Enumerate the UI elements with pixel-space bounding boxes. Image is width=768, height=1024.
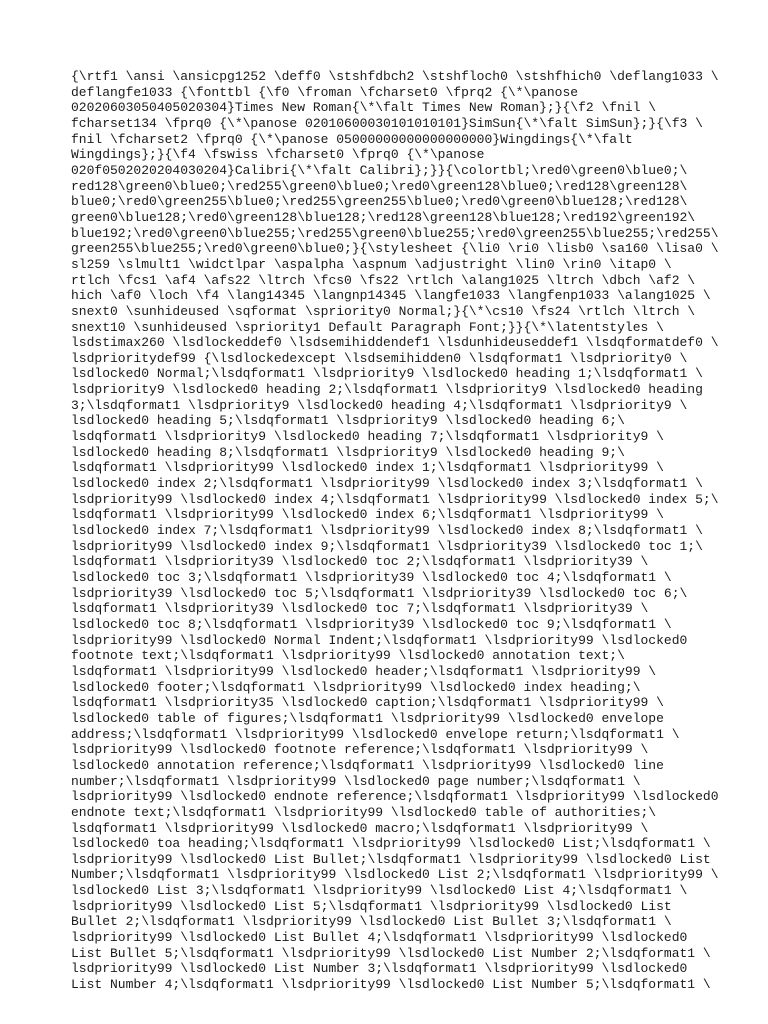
text-line: number;\lsdqformat1 \lsdpriority99 \lsdlocked0 page number;\lsdqformat1 \ — [71, 773, 641, 789]
text-line: List Number 4;\lsdqformat1 \lsdpriority99 \lsdlocked0 List Number 5;\lsdqformat1 \ — [71, 977, 711, 993]
text-line: fcharset134 \fprq0 {\*\panose 02010600030101010101}SimSun{\*\falt SimSun};}{\f3 \ — [71, 115, 703, 131]
text-line: lsdqformat1 \lsdpriority9 \lsdlocked0 heading 7;\lsdqformat1 \lsdpriority9 \ — [71, 429, 664, 445]
text-line: lsdqformat1 \lsdpriority99 \lsdlocked0 index 1;\lsdqformat1 \lsdpriority99 \ — [71, 460, 664, 476]
text-line: lsdpriority99 \lsdlocked0 endnote reference;\lsdqformat1 \lsdpriority99 \lsdlocked0 — [71, 789, 719, 805]
text-line: Wingdings};}{\f4 \fswiss \fcharset0 \fprq0 {\*\panose — [71, 147, 485, 163]
text-line: lsdqformat1 \lsdpriority99 \lsdlocked0 macro;\lsdqformat1 \lsdpriority99 \ — [71, 820, 649, 836]
text-line: lsdpriority99 \lsdlocked0 index 9;\lsdqformat1 \lsdpriority39 \lsdlocked0 toc 1;\ — [71, 538, 703, 554]
text-line: lsdlocked0 toc 8;\lsdqformat1 \lsdpriority39 \lsdlocked0 toc 9;\lsdqformat1 \ — [71, 616, 672, 632]
text-line: lsdpriority99 \lsdlocked0 index 4;\lsdqformat1 \lsdpriority99 \lsdlocked0 index 5;\ — [71, 491, 719, 507]
text-line: deflangfe1033 {\fonttbl {\f0 \froman \fcharset0 \fprq2 {\*\panose — [71, 84, 579, 100]
text-line: lsdqformat1 \lsdpriority99 \lsdlocked0 index 6;\lsdqformat1 \lsdpriority99 \ — [71, 507, 664, 523]
text-line: lsdlocked0 footer;\lsdqformat1 \lsdpriority99 \lsdlocked0 index heading;\ — [71, 679, 641, 695]
text-line: lsdqformat1 \lsdpriority39 \lsdlocked0 toc 2;\lsdqformat1 \lsdpriority39 \ — [71, 554, 649, 570]
text-line: lsdqformat1 \lsdpriority39 \lsdlocked0 toc 7;\lsdqformat1 \lsdpriority39 \ — [71, 601, 649, 617]
text-line: rtlch \fcs1 \af4 \afs22 \ltrch \fcs0 \fs22 \rtlch \alang1025 \ltrch \dbch \af2 \ — [71, 272, 696, 288]
text-line: lsdpriority99 \lsdlocked0 footnote reference;\lsdqformat1 \lsdpriority99 \ — [71, 742, 649, 758]
text-line: lsdlocked0 index 7;\lsdqformat1 \lsdpriority99 \lsdlocked0 index 8;\lsdqformat1 \ — [71, 523, 703, 539]
text-line: lsdqformat1 \lsdpriority99 \lsdlocked0 header;\lsdqformat1 \lsdpriority99 \ — [71, 663, 657, 679]
text-line: 3;\lsdqformat1 \lsdpriority9 \lsdlocked0 heading 4;\lsdqformat1 \lsdpriority9 \ — [71, 397, 688, 413]
text-line: lsdqformat1 \lsdpriority35 \lsdlocked0 caption;\lsdqformat1 \lsdpriority99 \ — [71, 695, 664, 711]
text-line: blue192;\red0\green0\blue255;\red255\green0\blue255;\red0\green255\blue255;\red255\ — [71, 225, 719, 241]
text-line: List Bullet 5;\lsdqformat1 \lsdpriority99 \lsdlocked0 List Number 2;\lsdqformat1 \ — [71, 945, 711, 961]
text-line: Number;\lsdqformat1 \lsdpriority99 \lsdlocked0 List 2;\lsdqformat1 \lsdpriority99 \ — [71, 867, 719, 883]
text-line: hich \af0 \loch \f4 \lang14345 \langnp14345 \langfe1033 \langfenp1033 \alang1025 \ — [71, 288, 711, 304]
text-line: lsdstimax260 \lsdlockeddef0 \lsdsemihiddendef1 \lsdunhideuseddef1 \lsdqformatdef0 \ — [71, 335, 719, 351]
text-line: 020f0502020204030204}Calibri{\*\falt Calibri};}}{\colortbl;\red0\green0\blue0;\ — [71, 162, 688, 178]
text-line: lsdpriority99 \lsdlocked0 List 5;\lsdqformat1 \lsdpriority99 \lsdlocked0 List — [71, 898, 672, 914]
text-line: lsdpriority99 \lsdlocked0 List Bullet 4;\lsdqformat1 \lsdpriority99 \lsdlocked0 — [71, 930, 688, 946]
text-line: lsdpriority99 \lsdlocked0 List Bullet;\lsdqformat1 \lsdpriority99 \lsdlocked0 List — [71, 851, 711, 867]
text-line: lsdlocked0 List 3;\lsdqformat1 \lsdpriority99 \lsdlocked0 List 4;\lsdqformat1 \ — [71, 883, 688, 899]
text-line: lsdlocked0 toa heading;\lsdqformat1 \lsdpriority99 \lsdlocked0 List;\lsdqformat1 \ — [71, 836, 711, 852]
text-line: endnote text;\lsdqformat1 \lsdpriority99 \lsdlocked0 table of authorities;\ — [71, 804, 657, 820]
text-line: snext0 \sunhideused \sqformat \spriority0 Normal;}{\*\cs10 \fs24 \rtlch \ltrch \ — [71, 303, 696, 319]
text-line: {\rtf1 \ansi \ansicpg1252 \deff0 \stshfdbch2 \stshfloch0 \stshfhich0 \deflang1033 \ — [71, 69, 719, 84]
text-line: lsdlocked0 annotation reference;\lsdqformat1 \lsdpriority99 \lsdlocked0 line — [71, 757, 664, 773]
text-line: lsdpriority99 \lsdlocked0 List Number 3;\lsdqformat1 \lsdpriority99 \lsdlocked0 — [71, 961, 688, 977]
text-line: snext10 \sunhideused \spriority1 Default Paragraph Font;}}{\*\latentstyles \ — [71, 319, 664, 335]
text-line: lsdpriority99 \lsdlocked0 Normal Indent;\lsdqformat1 \lsdpriority99 \lsdlocked0 — [71, 632, 688, 648]
rtf-source-text — [71, 69, 719, 993]
text-line: lsdlocked0 heading 5;\lsdqformat1 \lsdpriority9 \lsdlocked0 heading 6;\ — [71, 413, 625, 429]
text-line: red128\green0\blue0;\red255\green0\blue0;\red0\green128\blue0;\red128\green128\ — [71, 178, 688, 194]
text-line: lsdprioritydef99 {\lsdlockedexcept \lsdsemihidden0 \lsdqformat1 \lsdpriority0 \ — [71, 350, 688, 366]
text-line: lsdlocked0 table of figures;\lsdqformat1 \lsdpriority99 \lsdlocked0 envelope — [71, 710, 664, 726]
text-line: blue0;\red0\green255\blue0;\red255\green255\blue0;\red0\green0\blue128;\red128\ — [71, 194, 688, 210]
text-line: lsdlocked0 toc 3;\lsdqformat1 \lsdpriority39 \lsdlocked0 toc 4;\lsdqformat1 \ — [71, 570, 672, 585]
text-line: green255\blue255;\red0\green0\blue0;}{\stylesheet {\li0 \ri0 \lisb0 \sa160 \lisa0 \ — [71, 241, 719, 257]
text-line: 02020603050405020304}Times New Roman{\*\falt Times New Roman};}{\f2 \fnil \ — [71, 100, 657, 116]
text-line: fnil \fcharset2 \fprq0 {\*\panose 05000000000000000000}Wingdings{\*\falt — [71, 131, 633, 147]
text-line: sl259 \slmult1 \widctlpar \aspalpha \aspnum \adjustright \lin0 \rin0 \itap0 \ — [71, 256, 672, 272]
text-line: lsdlocked0 heading 8;\lsdqformat1 \lsdpriority9 \lsdlocked0 heading 9;\ — [71, 444, 625, 460]
text-line: footnote text;\lsdqformat1 \lsdpriority99 \lsdlocked0 annotation text;\ — [71, 648, 625, 664]
text-line: lsdpriority39 \lsdlocked0 toc 5;\lsdqformat1 \lsdpriority39 \lsdlocked0 toc 6;\ — [71, 585, 688, 601]
text-line: address;\lsdqformat1 \lsdpriority99 \lsdlocked0 envelope return;\lsdqformat1 \ — [71, 726, 680, 742]
text-line: lsdpriority9 \lsdlocked0 heading 2;\lsdqformat1 \lsdpriority9 \lsdlocked0 heading — [71, 382, 703, 398]
text-line: green0\blue128;\red0\green128\blue128;\red128\green128\blue128;\red192\green192\ — [71, 209, 696, 225]
text-line: Bullet 2;\lsdqformat1 \lsdpriority99 \lsdlocked0 List Bullet 3;\lsdqformat1 \ — [71, 914, 672, 930]
text-line: lsdlocked0 Normal;\lsdqformat1 \lsdpriority9 \lsdlocked0 heading 1;\lsdqformat1 \ — [71, 366, 703, 382]
text-line: lsdlocked0 index 2;\lsdqformat1 \lsdpriority99 \lsdlocked0 index 3;\lsdqformat1 \ — [71, 476, 703, 492]
